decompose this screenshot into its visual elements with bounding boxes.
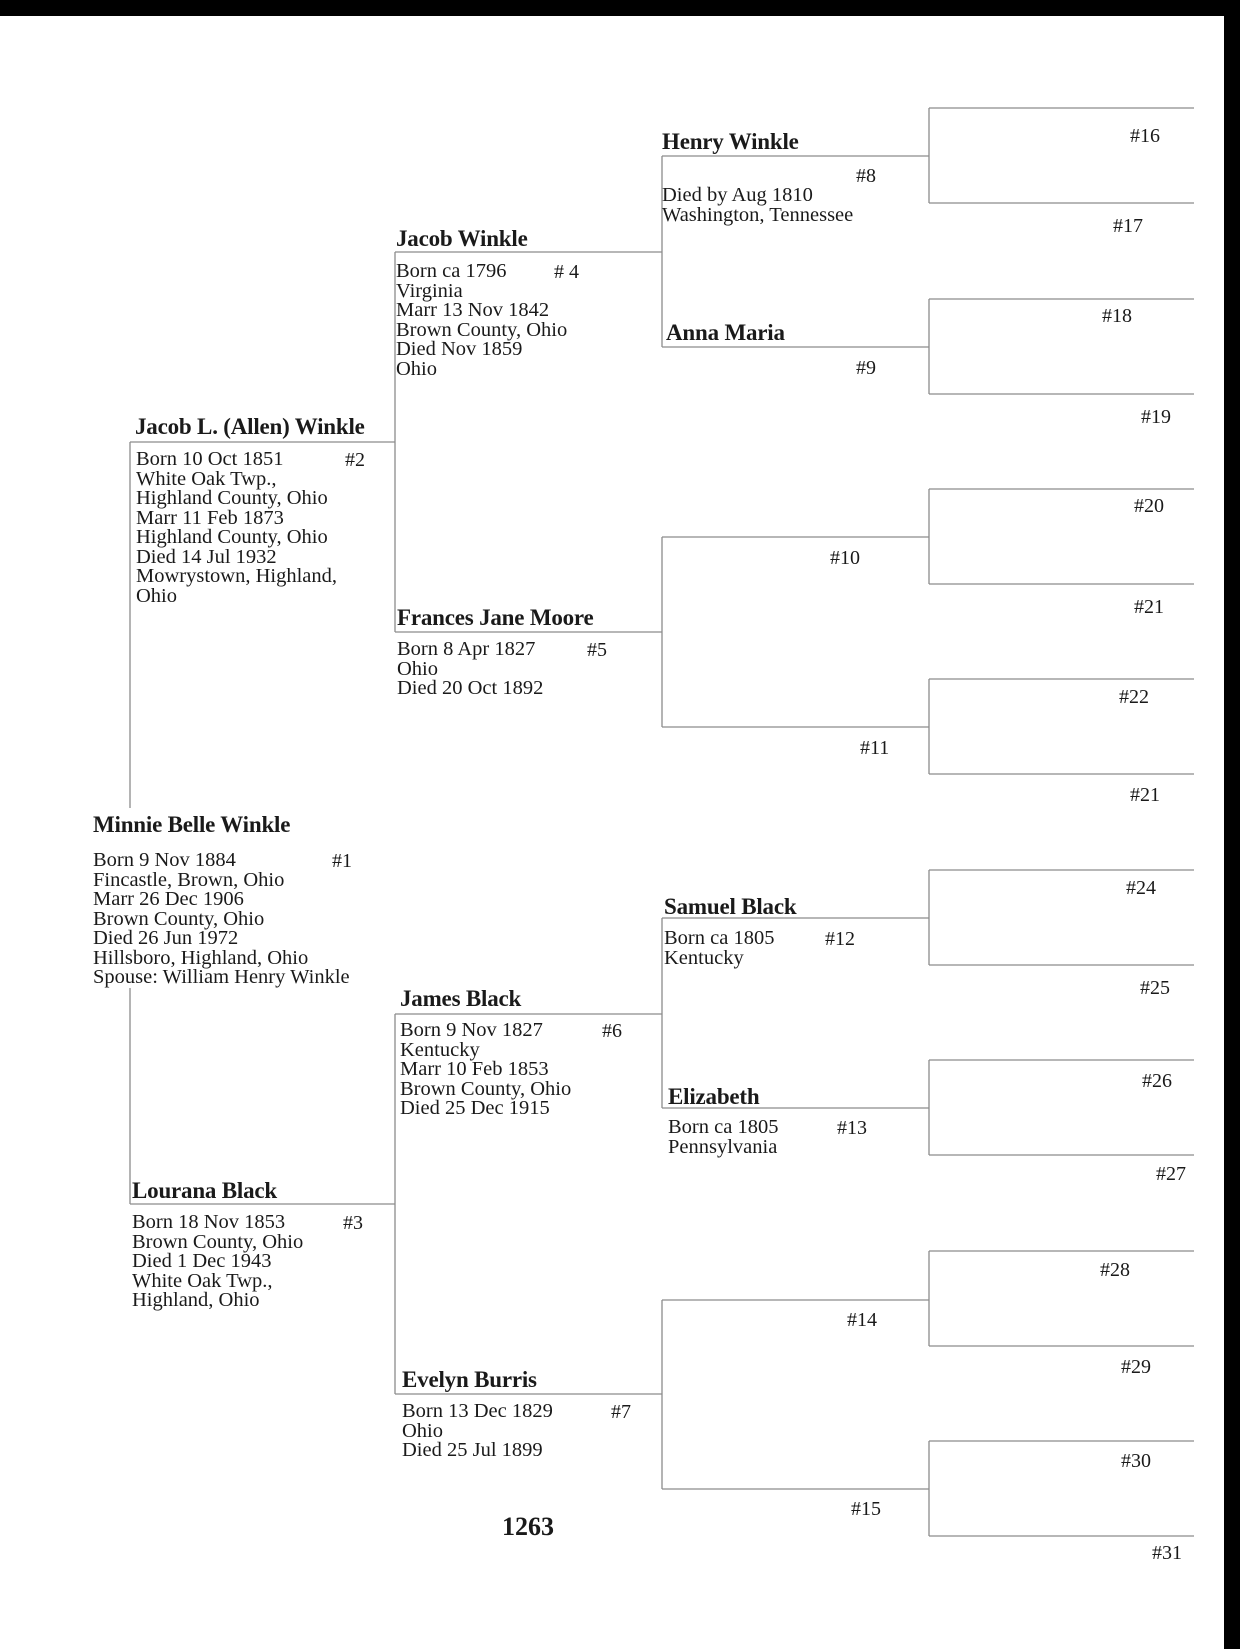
person-23-number: #21 bbox=[1130, 784, 1160, 806]
person-7-number: #7 bbox=[611, 1401, 631, 1423]
person-4-details bbox=[396, 262, 567, 379]
person-27-number: #27 bbox=[1156, 1163, 1186, 1185]
person-3-detail-line: Brown County, Ohio bbox=[132, 1230, 304, 1253]
page-number: 1263 bbox=[502, 1512, 554, 1541]
person-25-number: #25 bbox=[1140, 977, 1170, 999]
person-5-detail-line: Ohio bbox=[397, 657, 438, 680]
person-7-detail-line: Ohio bbox=[402, 1419, 443, 1442]
person-2-detail-line: Died 14 Jul 1932 bbox=[136, 545, 277, 568]
person-9-name: Anna Maria bbox=[666, 320, 785, 345]
person-1-detail-line: Marr 26 Dec 1906 bbox=[93, 888, 244, 910]
person-3-detail-line: Highland, Ohio bbox=[132, 1289, 260, 1311]
person-4-detail-line: Virginia bbox=[396, 279, 463, 302]
person-1-details bbox=[93, 851, 350, 988]
person-7-details bbox=[402, 1402, 553, 1461]
person-1-detail-line: Fincastle, Brown, Ohio bbox=[93, 868, 285, 891]
person-19-number: #19 bbox=[1141, 406, 1171, 428]
person-3-detail-line: Died 1 Dec 1943 bbox=[132, 1250, 272, 1272]
person-13-detail-line: Pennsylvania bbox=[668, 1135, 778, 1158]
person-18-number: #18 bbox=[1102, 305, 1132, 327]
person-8-details bbox=[662, 186, 853, 225]
person-24-number: #24 bbox=[1126, 877, 1156, 899]
person-4-detail-line: Born ca 1796 bbox=[396, 260, 507, 282]
person-5-detail-line: Died 20 Oct 1892 bbox=[397, 677, 544, 699]
person-13-name: Elizabeth bbox=[668, 1084, 760, 1109]
person-13-detail-line: Born ca 1805 bbox=[668, 1116, 779, 1138]
person-5-name: Frances Jane Moore bbox=[397, 605, 594, 630]
person-6-detail-line: Born 9 Nov 1827 bbox=[400, 1019, 543, 1041]
person-12-number: #12 bbox=[825, 928, 855, 950]
person-4-detail-line: Marr 13 Nov 1842 bbox=[396, 299, 550, 321]
person-3-number: #3 bbox=[343, 1212, 363, 1234]
person-8-detail-line: Washington, Tennessee bbox=[662, 203, 854, 226]
person-2-detail-line: Highland County, Ohio bbox=[136, 526, 328, 548]
person-8-number: #8 bbox=[856, 165, 876, 187]
person-4-detail-line: Ohio bbox=[396, 357, 437, 380]
person-6-details bbox=[400, 1021, 571, 1119]
person-1-detail-line: Died 26 Jun 1972 bbox=[93, 927, 239, 949]
person-4-number: # 4 bbox=[554, 261, 579, 283]
person-2-name: Jacob L. (Allen) Winkle bbox=[135, 414, 365, 439]
person-8-name: Henry Winkle bbox=[662, 129, 799, 154]
person-2-detail-line: White Oak Twp., bbox=[136, 467, 277, 490]
person-1-name: Minnie Belle Winkle bbox=[93, 812, 291, 837]
person-12-detail-line: Born ca 1805 bbox=[664, 927, 775, 949]
person-6-detail-line: Brown County, Ohio bbox=[400, 1077, 572, 1100]
person-22-number: #22 bbox=[1119, 686, 1149, 708]
person-7-name: Evelyn Burris bbox=[402, 1367, 537, 1392]
person-4-detail-line: Died Nov 1859 bbox=[396, 338, 523, 360]
person-16-number: #16 bbox=[1130, 125, 1160, 147]
person-21-number: #21 bbox=[1134, 596, 1164, 618]
person-3-detail-line: White Oak Twp., bbox=[132, 1269, 273, 1292]
person-5-number: #5 bbox=[587, 639, 607, 661]
person-3-details bbox=[132, 1213, 303, 1311]
person-26-number: #26 bbox=[1142, 1070, 1172, 1092]
person-2-details bbox=[136, 450, 337, 606]
person-8-detail-line: Died by Aug 1810 bbox=[662, 184, 813, 206]
person-6-detail-line: Died 25 Dec 1915 bbox=[400, 1097, 550, 1119]
person-9-number: #9 bbox=[856, 357, 876, 379]
person-4-detail-line: Brown County, Ohio bbox=[396, 318, 568, 341]
person-30-number: #30 bbox=[1121, 1450, 1151, 1472]
person-1-detail-line: Brown County, Ohio bbox=[93, 907, 265, 930]
person-15-number: #15 bbox=[851, 1498, 881, 1520]
person-3-name: Lourana Black bbox=[132, 1178, 278, 1203]
person-3-detail-line: Born 18 Nov 1853 bbox=[132, 1211, 286, 1233]
person-31-number: #31 bbox=[1152, 1542, 1182, 1564]
person-20-number: #20 bbox=[1134, 495, 1164, 517]
person-11-number: #11 bbox=[860, 737, 890, 759]
person-12-detail-line: Kentucky bbox=[664, 946, 744, 969]
person-1-detail-line: Spouse: William Henry Winkle bbox=[93, 966, 350, 988]
person-6-detail-line: Kentucky bbox=[400, 1038, 480, 1061]
person-12-details bbox=[664, 929, 774, 968]
person-4-name: Jacob Winkle bbox=[396, 226, 528, 251]
person-29-number: #29 bbox=[1121, 1356, 1151, 1378]
person-1-number: #1 bbox=[332, 850, 352, 872]
person-1-detail-line: Born 9 Nov 1884 bbox=[93, 849, 236, 871]
person-13-number: #13 bbox=[837, 1117, 867, 1139]
person-10-number: #10 bbox=[830, 547, 860, 569]
person-7-detail-line: Died 25 Jul 1899 bbox=[402, 1439, 543, 1461]
person-5-details bbox=[397, 640, 543, 699]
person-2-detail-line: Ohio bbox=[136, 584, 177, 607]
person-13-details bbox=[668, 1118, 778, 1157]
person-5-detail-line: Born 8 Apr 1827 bbox=[397, 638, 536, 660]
person-12-name: Samuel Black bbox=[664, 894, 797, 919]
person-6-number: #6 bbox=[602, 1020, 622, 1042]
person-14-number: #14 bbox=[847, 1309, 877, 1331]
person-2-detail-line: Highland County, Ohio bbox=[136, 487, 328, 509]
person-2-detail-line: Born 10 Oct 1851 bbox=[136, 448, 284, 470]
person-7-detail-line: Born 13 Dec 1829 bbox=[402, 1400, 553, 1422]
person-6-detail-line: Marr 10 Feb 1853 bbox=[400, 1058, 549, 1080]
person-6-name: James Black bbox=[400, 986, 522, 1011]
person-28-number: #28 bbox=[1100, 1259, 1130, 1281]
person-1-detail-line: Hillsboro, Highland, Ohio bbox=[93, 946, 309, 969]
person-2-number: #2 bbox=[345, 449, 365, 471]
person-2-detail-line: Mowrystown, Highland, bbox=[136, 565, 338, 587]
person-2-detail-line: Marr 11 Feb 1873 bbox=[136, 506, 284, 529]
person-17-number: #17 bbox=[1113, 215, 1143, 237]
